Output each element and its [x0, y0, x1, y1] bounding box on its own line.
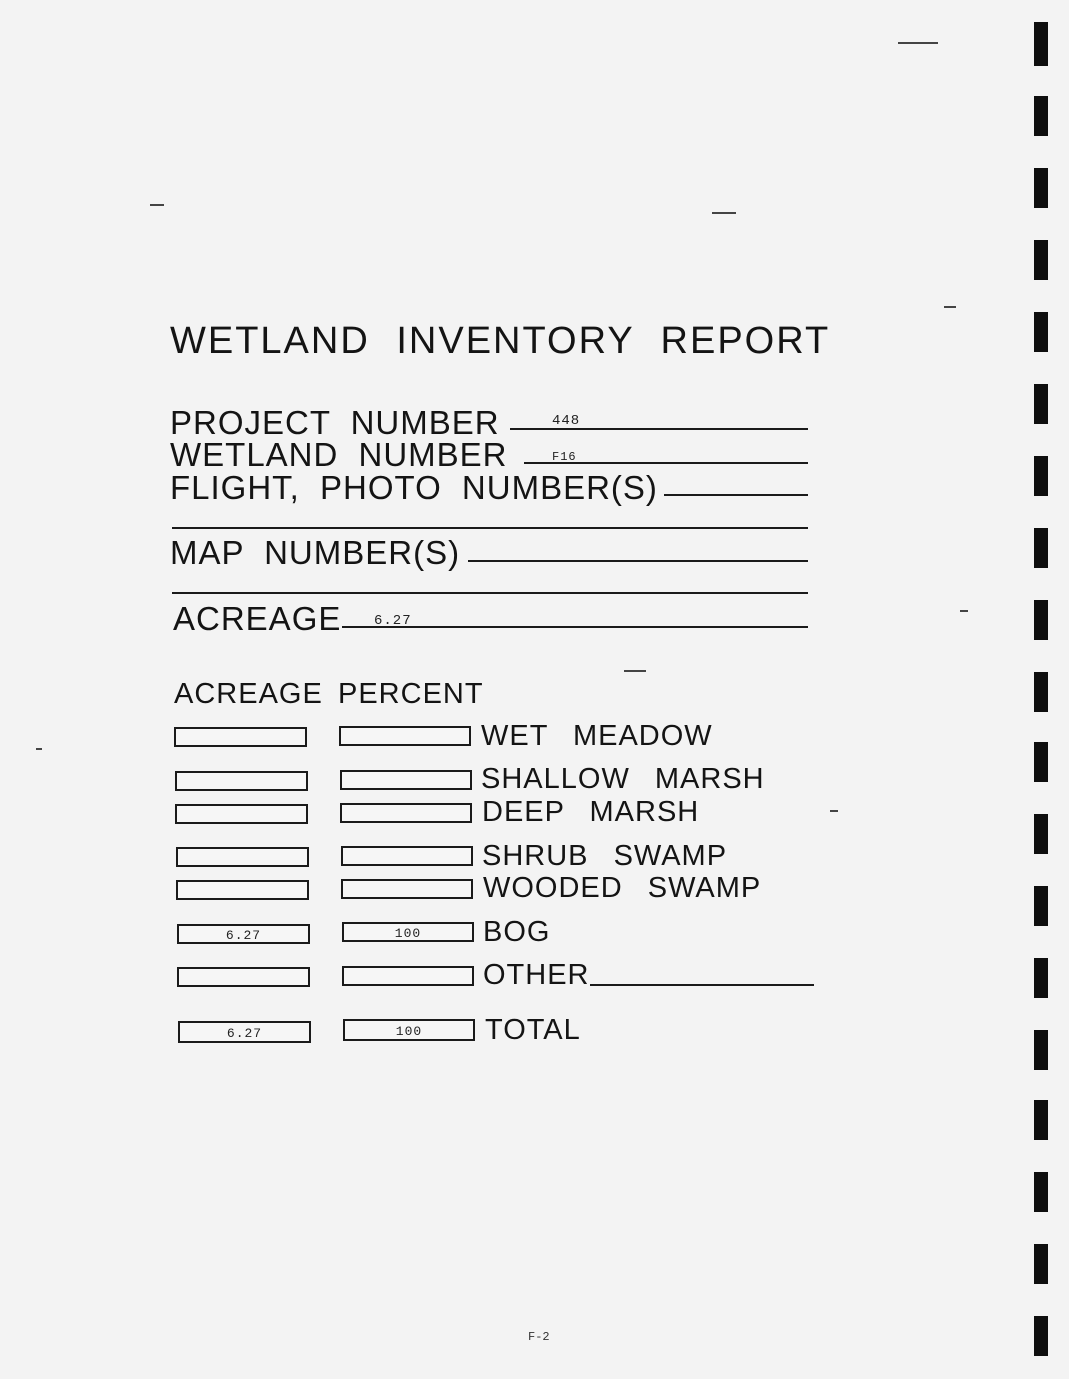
binding-mark [1034, 22, 1048, 66]
scan-speck [624, 670, 646, 672]
bog-percent-box[interactable]: 100 [342, 922, 474, 942]
flight-photo-line-2 [172, 527, 808, 529]
binding-mark [1034, 1172, 1048, 1212]
binding-mark [1034, 96, 1048, 136]
scan-speck [898, 42, 938, 44]
scan-speck [150, 204, 164, 206]
binding-mark [1034, 384, 1048, 424]
binding-mark [1034, 1030, 1048, 1070]
binding-mark [1034, 886, 1048, 926]
deep-marsh-acreage-box[interactable] [175, 804, 308, 824]
binding-mark [1034, 312, 1048, 352]
binding-mark [1034, 528, 1048, 568]
acreage-line [342, 626, 808, 628]
other-percent-box[interactable] [342, 966, 474, 986]
scan-speck [944, 306, 956, 308]
bog-label: BOG [483, 916, 551, 948]
other-label: OTHER [483, 959, 590, 991]
shallow-marsh-percent-box[interactable] [340, 770, 472, 790]
shrub-swamp-label: SHRUB SWAMP [482, 840, 728, 872]
total-percent-box[interactable]: 100 [343, 1019, 475, 1041]
wet-meadow-percent-box[interactable] [339, 726, 471, 746]
wet-meadow-acreage-box[interactable] [174, 727, 307, 747]
report-title: WETLAND INVENTORY REPORT [170, 320, 831, 362]
shallow-marsh-acreage-box[interactable] [175, 771, 308, 791]
bog-acreage-box[interactable]: 6.27 [177, 924, 310, 944]
binding-mark [1034, 958, 1048, 998]
map-numbers-line-2 [172, 592, 808, 594]
map-numbers-line [468, 560, 808, 562]
other-acreage-box[interactable] [177, 967, 310, 987]
wet-meadow-label: WET MEADOW [481, 720, 713, 752]
binding-mark [1034, 1100, 1048, 1140]
binding-mark [1034, 672, 1048, 712]
flight-photo-label: FLIGHT, PHOTO NUMBER(S) [170, 469, 658, 506]
scan-speck [960, 610, 968, 612]
wooded-swamp-percent-box[interactable] [341, 879, 473, 899]
other-line [590, 984, 814, 986]
shrub-swamp-acreage-box[interactable] [176, 847, 309, 867]
shallow-marsh-label: SHALLOW MARSH [481, 763, 765, 795]
project-number-value[interactable]: 448 [552, 413, 581, 429]
project-number-label: PROJECT NUMBER [170, 404, 500, 441]
scan-speck [712, 212, 736, 214]
wetland-number-value[interactable]: F16 [552, 450, 577, 464]
binding-mark [1034, 600, 1048, 640]
binding-mark [1034, 240, 1048, 280]
deep-marsh-percent-box[interactable] [340, 803, 472, 823]
binding-mark [1034, 168, 1048, 208]
wooded-swamp-acreage-box[interactable] [176, 880, 309, 900]
map-numbers-label: MAP NUMBER(S) [170, 534, 461, 571]
shrub-swamp-percent-box[interactable] [341, 846, 473, 866]
acreage-value[interactable]: 6.27 [374, 613, 412, 629]
acreage-column-header: ACREAGE [174, 678, 323, 710]
acreage-label: ACREAGE [173, 600, 342, 637]
total-acreage-box[interactable]: 6.27 [178, 1021, 311, 1043]
scan-speck [36, 748, 42, 750]
percent-column-header: PERCENT [338, 678, 484, 710]
page-footer: F-2 [528, 1330, 550, 1344]
deep-marsh-label: DEEP MARSH [482, 796, 700, 828]
scan-speck [830, 810, 838, 812]
binding-mark [1034, 1316, 1048, 1356]
total-label: TOTAL [485, 1014, 581, 1046]
binding-mark [1034, 742, 1048, 782]
wetland-number-label: WETLAND NUMBER [170, 436, 508, 473]
binding-mark [1034, 1244, 1048, 1284]
binding-mark [1034, 456, 1048, 496]
wooded-swamp-label: WOODED SWAMP [483, 872, 762, 904]
binding-mark [1034, 814, 1048, 854]
flight-photo-line [664, 494, 808, 496]
